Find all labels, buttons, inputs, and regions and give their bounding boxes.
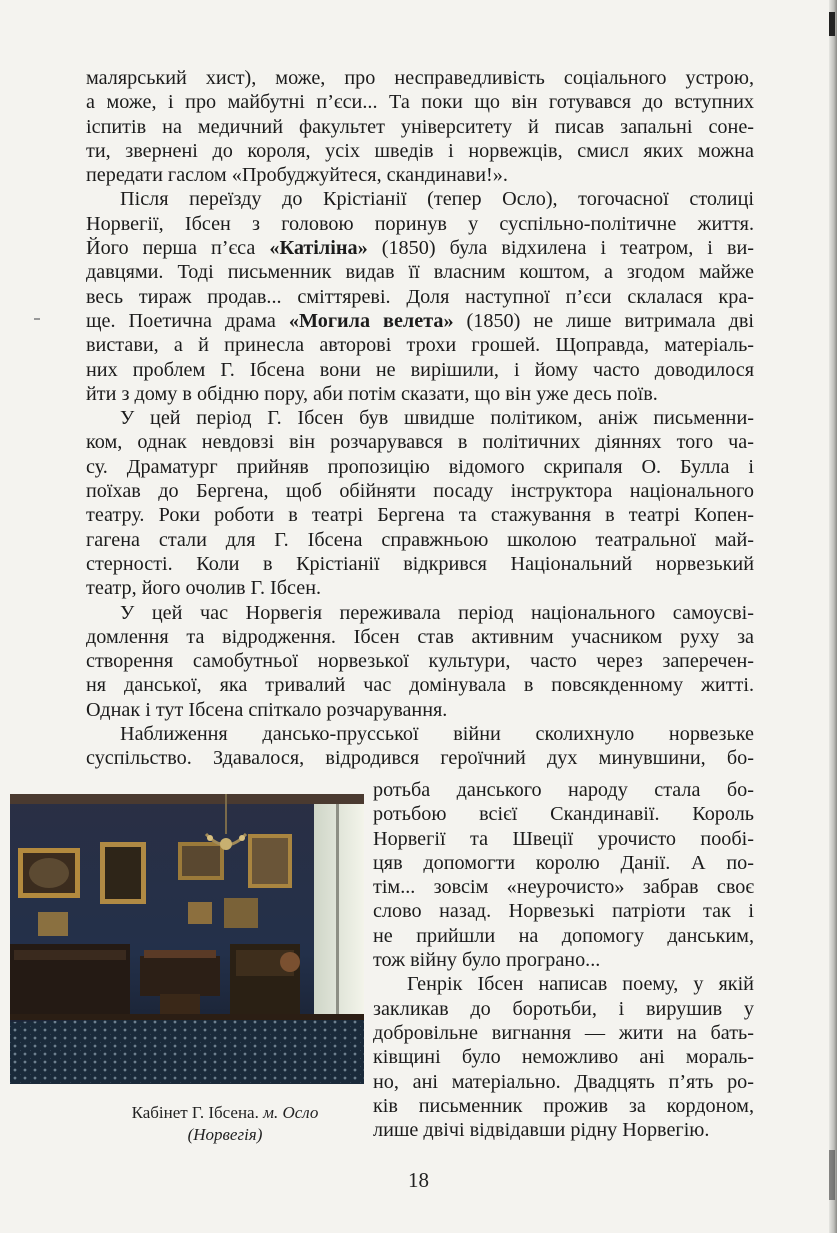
text-line: Норвегії та Швеції урочисто пообі-: [373, 827, 754, 850]
text-line: У цей час Норвегія переживала період національного самоусві-: [120, 601, 754, 624]
text-line: малярський хист), може, про несправедливість соціального устрою,: [86, 67, 754, 89]
page-number: 18: [408, 1168, 429, 1192]
text-line: іспитів на медичний факультет університету й писав запальні соне-: [86, 115, 754, 138]
caption-text: Кабінет Г. Ібсена.: [131, 1103, 259, 1122]
work-title: «Могила велета»: [288, 309, 454, 332]
text-line: Його перша п’єса «Катіліна» (1850) була відхилена і театром, і ви-: [86, 237, 754, 260]
text-line: ківщині було неможливо ані мораль-: [373, 1046, 754, 1069]
text-line: суспільство. Здавалося, відродився героїчний дух минувшини, бо-: [86, 747, 754, 770]
text-line: домлення та відродження. Ібсен став активним учасником руху за: [86, 625, 754, 648]
text-line: передати гаслом «Пробуджуйтеся, скандинави!».: [86, 164, 508, 187]
text-line: створення самобутньої норвезької культури, часто через заперечен-: [86, 650, 754, 673]
caption-location: м. Осло (Норвегія): [187, 1103, 319, 1144]
paragraph: [86, 66, 754, 187]
text-line: слово назад. Норвезькі патріоти так і: [373, 900, 754, 923]
text-line: а може, і про майбутні п’єси... Та поки що він готувався до вступних: [86, 91, 754, 114]
text-line: гагена стали для Г. Ібсена справжньою школою театральної май-: [86, 528, 754, 551]
text-line: тім... зовсім «неурочисто» забрав своє: [373, 876, 754, 899]
scan-mark: [829, 12, 835, 36]
text-line: вистави, а й принесла авторові трохи грошей. Щоправда, матеріаль-: [86, 334, 754, 357]
text-line: весь тираж продав... сміттяреві. Доля наступної п’єси склалася кра-: [86, 285, 754, 308]
paragraph: [373, 972, 754, 1142]
text-line: лише двічі відвідавши рідну Норвегію.: [373, 1119, 710, 1142]
text-line: ротьба данського народу стала бо-: [373, 779, 754, 801]
text-line: театр, його очолив Г. Ібсен.: [86, 577, 322, 600]
text-line: закликав до боротьби, і вирушив у: [373, 997, 754, 1020]
text-line: ще. Поетична драма «Могила велета» (1850) не лише витримала дві: [86, 309, 754, 332]
text-line: не прийшли на допомогу данським,: [373, 924, 754, 947]
text-line: У цей період Г. Ібсен був швидше політиком, аніж письменни-: [120, 407, 754, 430]
text-line: Норвегії, Ібсен з головою поринув у суспільно-політичне життя.: [86, 212, 754, 235]
text-line: йти з дому в обідню пору, аби потім сказати, що він уже десь поїв.: [86, 382, 658, 405]
text-line: ком, однак невдовзі він розчарувався в політичних діяннях того ча-: [86, 431, 754, 454]
photo-caption: [100, 1102, 350, 1146]
wrapped-text: [373, 778, 754, 1142]
paragraph: [86, 187, 754, 406]
text-line: давцями. Тоді письменник видав її власним коштом, а згодом майже: [86, 261, 754, 284]
text-line: ків письменник прожив за кордоном,: [373, 1094, 754, 1117]
paragraph: [86, 406, 754, 600]
text-line: но, ані матеріально. Двадцять п’ять ро-: [373, 1070, 754, 1093]
scan-mark: [34, 318, 40, 320]
text-line: добровільне вигнання — жити на бать-: [373, 1021, 754, 1044]
text-line: Наближення дансько-прусської війни сколихнуло норвезьке: [120, 723, 754, 746]
text-line: тож війну було програно...: [373, 949, 601, 972]
text-line: театру. Роки роботи в театрі Бергена та стажування в театрі Копен-: [86, 504, 754, 527]
text-line: цяв допомогти королю Данії. А по-: [373, 851, 754, 874]
body-text: [86, 66, 754, 771]
text-line: Генрік Ібсен написав поему, у якій: [407, 973, 754, 996]
text-line: них проблем Г. Ібсена вони не вирішили, і йому часто доводилося: [86, 358, 754, 381]
study-photo: [10, 794, 364, 1084]
text-line: поїхав до Бергена, щоб обійняти посаду інструктора національного: [86, 480, 754, 503]
text-line: ти, звернені до короля, усіх шведів і норвежців, смисл яких можна: [86, 139, 754, 162]
paragraph: [86, 601, 754, 722]
text-line: Однак і тут Ібсена спіткало розчарування.: [86, 698, 448, 721]
work-title: «Катіліна»: [269, 237, 368, 260]
text-line: ротьбою всієї Скандинавії. Король: [373, 803, 754, 826]
text-line: су. Драматург прийняв пропозицію відомого скрипаля О. Булла і: [86, 455, 754, 478]
paragraph: [373, 778, 754, 972]
text-line: ня данської, яка тривалий час домінувала в повсякденному житті.: [86, 674, 754, 697]
paragraph: [86, 722, 754, 771]
page-edge: [829, 0, 837, 1233]
text-line: стерності. Коли в Крістіанії відкрився Національний норвезький: [86, 552, 754, 575]
text-line: Після переїзду до Крістіанії (тепер Осло), тогочасної столиці: [120, 188, 754, 211]
